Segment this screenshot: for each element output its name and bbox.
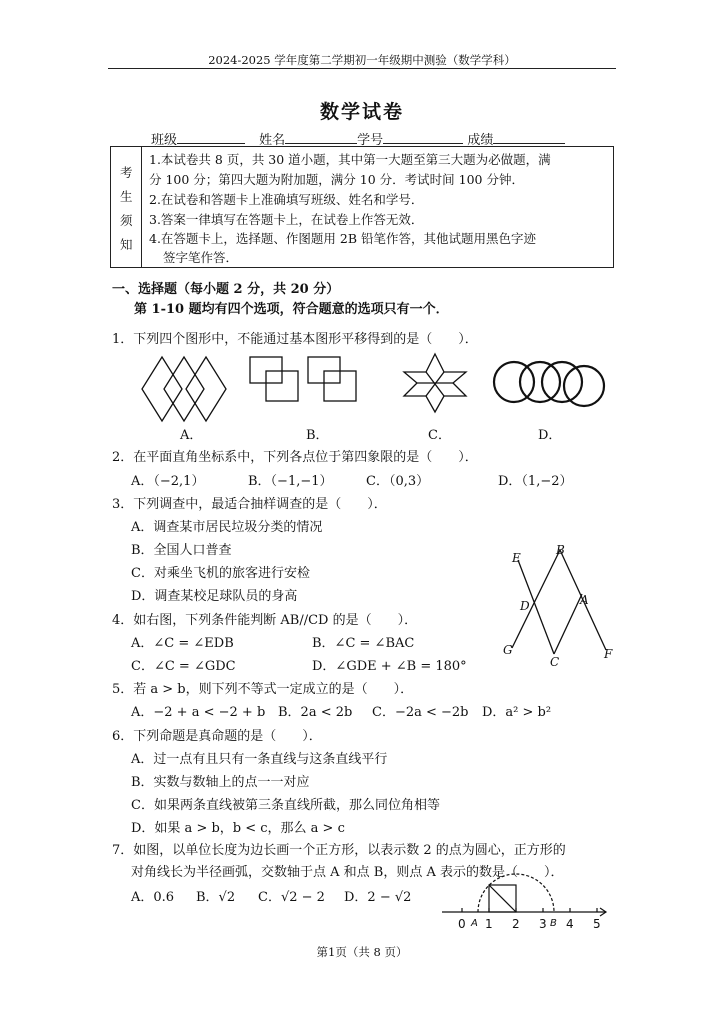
name-label: 姓名 — [259, 133, 286, 148]
q7-tick-0: 0 — [458, 917, 466, 931]
q1-label-c: C． — [428, 428, 451, 443]
q3-option-d: D．调查某校足球队员的身高 — [131, 589, 298, 604]
q6-option-a: A．过一点有且只有一条直线与这条直线平行 — [131, 752, 388, 767]
q2-option-b: B．（−1,−1） — [248, 474, 333, 489]
q7-option-b: B．√2 — [196, 890, 236, 905]
q1-figure-b — [248, 355, 363, 410]
q1-label-d: D． — [538, 428, 562, 443]
q2-option-a: A．（−2,1） — [131, 474, 205, 489]
notes-line: 3.答案一律填写在答题卡上，在试卷上作答无效． — [149, 212, 424, 227]
q5-option-d: D．a² > b² — [482, 705, 552, 720]
q7-option-d: D．2 − √2 — [344, 890, 412, 905]
q5-option-c: C．−2a < −2b — [372, 705, 469, 720]
class-blank — [177, 130, 245, 144]
header-rule — [108, 68, 616, 69]
page-title: 数学试卷 — [319, 101, 404, 123]
side-char: 考 — [120, 165, 133, 180]
q5-stem: 5．若 a > b，则下列不等式一定成立的是（ ）． — [112, 682, 414, 697]
q7-tick-4: 4 — [566, 917, 574, 931]
q1-figure-c — [400, 352, 470, 414]
class-label: 班级 — [151, 133, 178, 148]
q5-option-b: B．2a < 2b — [278, 705, 353, 720]
q7-point-a: A — [471, 918, 478, 929]
q3-option-b: B．全国人口普查 — [131, 543, 232, 558]
side-char: 生 — [120, 189, 133, 204]
q7-stem-line2: 对角线长为半径画弧，交数轴于点 A 和点 B，则点 A 表示的数是（ ）． — [131, 865, 564, 880]
q6-option-d: D．如果 a > b，b < c，那么 a > c — [131, 821, 345, 836]
q3-option-c: C．对乘坐飞机的旅客进行安检 — [131, 566, 310, 581]
q7-number-line-figure — [440, 868, 610, 934]
notes-line: 1.本试卷共 8 页，共 30 道小题，其中第一大题至第三大题为必做题，满 — [149, 152, 551, 167]
q1-label-b: B． — [306, 428, 329, 443]
q4-option-d: D．∠GDE + ∠B = 180° — [312, 659, 467, 674]
q5-option-a: A．−2 + a < −2 + b — [131, 705, 266, 720]
student-id-label: 学号 — [357, 133, 384, 148]
q4-label-e: E — [512, 551, 521, 565]
student-id-blank — [383, 130, 463, 144]
q4-label-b: B — [556, 543, 565, 557]
q2-stem: 2．在平面直角坐标系中，下列各点位于第四象限的是（ ）． — [112, 450, 478, 465]
side-char: 须 — [120, 213, 133, 228]
q4-label-c: C — [550, 655, 560, 669]
score-label: 成绩 — [467, 133, 494, 148]
q7-option-a: A．0.6 — [131, 890, 175, 905]
q2-option-c: C．（0,3） — [366, 474, 430, 489]
section1-title: 一、选择题（每小题 2 分，共 20 分） — [112, 282, 340, 297]
score-blank — [493, 130, 565, 144]
q7-tick-1: 1 — [485, 917, 493, 931]
exam-header: 2024-2025 学年度第二学期初一年级期中测验（数学学科） — [208, 53, 516, 67]
side-char: 知 — [120, 237, 133, 252]
q1-figure-d — [492, 358, 604, 412]
notes-line: 4.在答题卡上，选择题、作图题用 2B 铅笔作答，其他试题用黑色字迹 — [149, 231, 537, 246]
page-footer: 第1页（共 8 页） — [316, 945, 408, 959]
q4-stem: 4．如右图，下列条件能判断 AB//CD 的是（ ）． — [112, 613, 418, 628]
q4-label-d: D — [520, 599, 530, 613]
notes-side-label — [111, 147, 142, 267]
q3-stem: 3．下列调查中，最适合抽样调查的是（ ）． — [112, 497, 387, 512]
q7-option-c: C．√2 − 2 — [258, 890, 325, 905]
notes-line: 签字笔作答． — [163, 250, 239, 265]
notes-line: 2.在试卷和答题卡上准确填写班级、姓名和学号． — [149, 192, 424, 207]
q3-option-a: A．调查某市居民垃圾分类的情况 — [131, 520, 323, 535]
q4-option-c: C．∠C = ∠GDC — [131, 659, 236, 674]
q4-option-a: A．∠C = ∠EDB — [131, 636, 234, 651]
q1-figure-a — [140, 355, 230, 425]
q4-option-b: B．∠C = ∠BAC — [312, 636, 415, 651]
q1-label-a: A． — [180, 428, 203, 443]
q4-label-g: G — [503, 643, 513, 657]
q6-stem: 6．下列命题是真命题的是（ ）． — [112, 729, 322, 744]
q4-figure — [498, 542, 618, 670]
q2-option-d: D．（1,−2） — [498, 474, 573, 489]
q7-stem-line1: 7．如图，以单位长度为边长画一个正方形，以表示数 2 的点为圆心，正方形的 — [112, 843, 566, 858]
q7-tick-2: 2 — [512, 917, 520, 931]
q6-option-c: C．如果两条直线被第三条直线所截，那么同位角相等 — [131, 798, 440, 813]
q7-tick-3: 3 — [539, 917, 547, 931]
q4-label-f: F — [604, 647, 613, 661]
q4-label-a: A — [580, 593, 589, 607]
exam-notes-box — [110, 146, 614, 268]
q7-tick-5: 5 — [593, 917, 601, 931]
q7-point-b: B — [550, 918, 557, 929]
q1-stem: 1．下列四个图形中，不能通过基本图形平移得到的是（ ）． — [112, 332, 478, 347]
notes-line: 分 100 分；第四大题为附加题，满分 10 分．考试时间 100 分钟． — [149, 172, 524, 187]
section1-subtitle: 第 1-10 题均有四个选项，符合题意的选项只有一个． — [134, 302, 449, 317]
name-blank — [285, 130, 357, 144]
q6-option-b: B．实数与数轴上的点一一对应 — [131, 775, 310, 790]
